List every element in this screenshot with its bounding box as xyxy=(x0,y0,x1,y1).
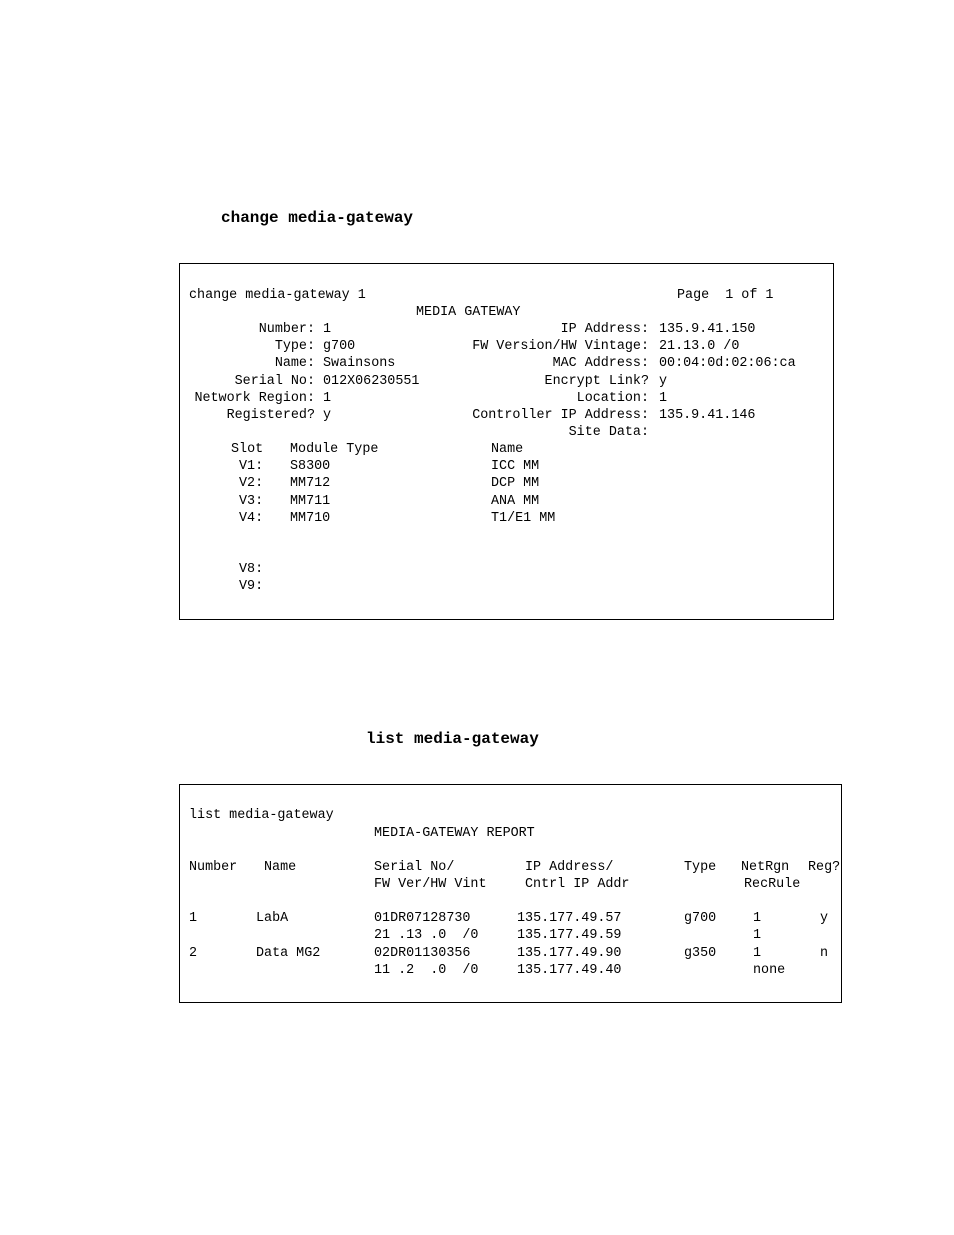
list-command-line: list media-gateway xyxy=(189,808,334,823)
command-line: change media-gateway 1 xyxy=(189,288,366,303)
number-label: Number: xyxy=(258,322,315,337)
controller-ip-label: Controller IP Address: xyxy=(472,408,649,423)
row2-name: Data MG2 xyxy=(256,946,321,961)
col-reg-header: Reg? xyxy=(808,860,841,875)
slot-header: Slot xyxy=(231,442,264,457)
col-cntrl-ip-header: Cntrl IP Addr xyxy=(525,877,630,892)
col-recrule-header: RecRule xyxy=(744,877,801,892)
slot-v2-name: DCP MM xyxy=(491,476,540,491)
screen-title: MEDIA GATEWAY xyxy=(416,305,521,320)
list-heading: list media-gateway xyxy=(366,730,539,748)
controller-ip-field[interactable]: 135.9.41.146 xyxy=(659,408,756,423)
serial-no-field[interactable]: 012X06230551 xyxy=(323,374,420,389)
row2-netrgn: 1 xyxy=(753,946,762,961)
fw-version-label: FW Version/HW Vintage: xyxy=(472,339,649,354)
row2-recrule: none xyxy=(753,963,786,978)
col-fw-header: FW Ver/HW Vint xyxy=(374,877,487,892)
col-netrgn-header: NetRgn xyxy=(741,860,790,875)
network-region-label: Network Region: xyxy=(194,391,315,406)
ip-address-label: IP Address: xyxy=(560,322,649,337)
slot-v2-label: V2: xyxy=(239,476,264,491)
site-data-label: Site Data: xyxy=(568,425,649,440)
serial-no-label: Serial No: xyxy=(234,374,315,389)
encrypt-link-field[interactable]: y xyxy=(659,374,668,389)
slot-v9-label: V9: xyxy=(239,579,264,594)
slot-v2-module[interactable]: MM712 xyxy=(290,476,331,491)
ip-address-field[interactable]: 135.9.41.150 xyxy=(659,322,756,337)
registered-label: Registered? xyxy=(226,408,315,423)
col-serial-header: Serial No/ xyxy=(374,860,455,875)
fw-version-field[interactable]: 21.13.0 /0 xyxy=(659,339,740,354)
row1-type: g700 xyxy=(684,911,717,926)
slot-v4-name: T1/E1 MM xyxy=(491,511,556,526)
row2-reg: n xyxy=(820,946,829,961)
location-field[interactable]: 1 xyxy=(659,391,668,406)
page-indicator: Page 1 of 1 xyxy=(677,288,774,303)
network-region-field[interactable]: 1 xyxy=(323,391,332,406)
type-label: Type: xyxy=(274,339,315,354)
slot-v1-module[interactable]: S8300 xyxy=(290,459,331,474)
list-media-gateway-screen xyxy=(179,784,842,1003)
name-label: Name: xyxy=(274,356,315,371)
row1-fw: 21 .13 .0 /0 xyxy=(374,928,479,943)
report-title: MEDIA-GATEWAY REPORT xyxy=(374,826,535,841)
slot-v3-module[interactable]: MM711 xyxy=(290,494,331,509)
change-media-gateway-screen xyxy=(179,263,834,620)
slot-v4-label: V4: xyxy=(239,511,264,526)
row1-reg: y xyxy=(820,911,829,926)
slot-v8-label: V8: xyxy=(239,562,264,577)
row1-ip: 135.177.49.57 xyxy=(517,911,622,926)
row2-serial: 02DR01130356 xyxy=(374,946,471,961)
slot-name-header: Name xyxy=(491,442,524,457)
row1-name: LabA xyxy=(256,911,289,926)
col-ip-header: IP Address/ xyxy=(525,860,614,875)
row1-serial: 01DR07128730 xyxy=(374,911,471,926)
row2-cntrl-ip: 135.177.49.40 xyxy=(517,963,622,978)
type-field[interactable]: g700 xyxy=(323,339,356,354)
row2-ip: 135.177.49.90 xyxy=(517,946,622,961)
row1-cntrl-ip: 135.177.49.59 xyxy=(517,928,622,943)
module-type-header: Module Type xyxy=(290,442,379,457)
registered-field[interactable]: y xyxy=(323,408,332,423)
slot-v3-name: ANA MM xyxy=(491,494,540,509)
name-field[interactable]: Swainsons xyxy=(323,356,396,371)
encrypt-link-label: Encrypt Link? xyxy=(544,374,649,389)
slot-v3-label: V3: xyxy=(239,494,264,509)
row1-number: 1 xyxy=(189,911,198,926)
mac-address-label: MAC Address: xyxy=(552,356,649,371)
row2-number: 2 xyxy=(189,946,198,961)
col-type-header: Type xyxy=(684,860,717,875)
number-field[interactable]: 1 xyxy=(323,322,332,337)
slot-v1-name: ICC MM xyxy=(491,459,540,474)
mac-address-field[interactable]: 00:04:0d:02:06:ca xyxy=(659,356,796,371)
col-name-header: Name xyxy=(264,860,297,875)
row1-recrule: 1 xyxy=(753,928,762,943)
row2-type: g350 xyxy=(684,946,717,961)
slot-v4-module[interactable]: MM710 xyxy=(290,511,331,526)
row1-netrgn: 1 xyxy=(753,911,762,926)
slot-v1-label: V1: xyxy=(239,459,264,474)
location-label: Location: xyxy=(576,391,649,406)
col-number-header: Number xyxy=(189,860,238,875)
row2-fw: 11 .2 .0 /0 xyxy=(374,963,479,978)
change-heading: change media-gateway xyxy=(221,209,414,227)
